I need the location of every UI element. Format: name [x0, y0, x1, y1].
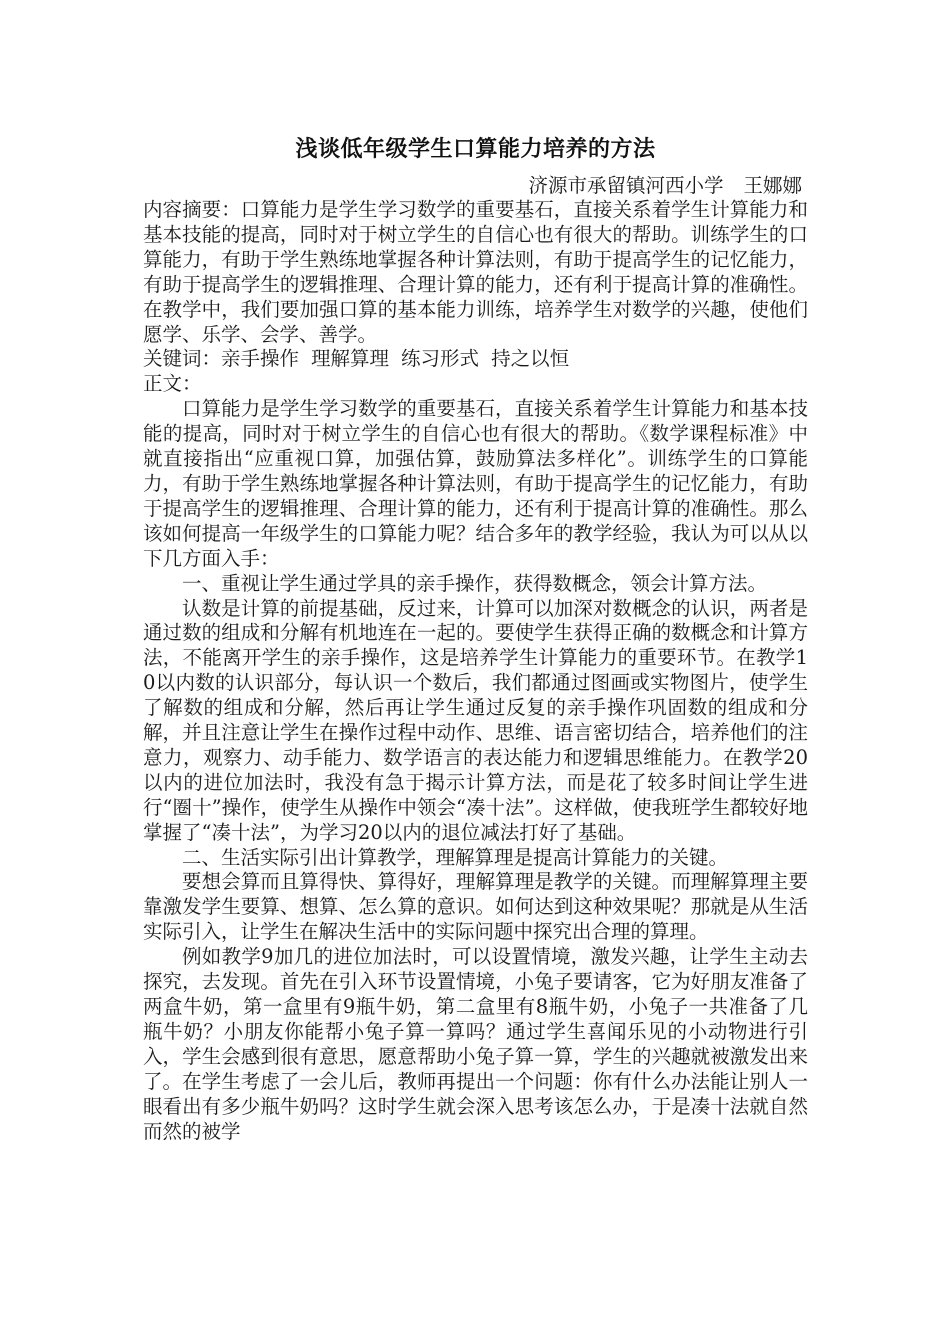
section-heading: 二、生活实际引出计算教学，理解算理是提高计算能力的关键。 [182, 845, 729, 869]
keyword-item: 理解算理 [311, 347, 390, 371]
body-paragraph: 要想会算而且算得快、算得好，理解算理是教学的关键。而理解算理主要靠激发学生要算、想算、怎么算的意识。如何达到这种效果呢？那就是从生活实际引入，让学生在解决生活中的实际问题中探究出合理的算理。 [143, 870, 808, 944]
keyword-item: 持之以恒 [491, 347, 570, 371]
keywords-label: 关键词： [143, 347, 222, 371]
body-paragraph: 例如教学9加几的进位加法时，可以设置情境，激发兴趣，让学生主动去探究，去发现。首先在引入环节设置情境，小兔子要请客，它为好朋友准备了两盒牛奶，第一盒里有9瓶牛奶，第二盒里有8瓶牛奶，小兔子一共准备了几瓶牛奶？小朋友你能帮小兔子算一算吗？通过学生喜闻乐见的小动物进行引入，学生会感到很有意思，愿意帮助小兔子算一算，学生的兴趣就被激发出来了。在学生考虑了一会儿后，教师再提出一个问题：你有什么办法能让别人一眼看出有多少瓶牛奶吗？这时学生就会深入思考该怎么办，于是凑十法就自然而然的被学 [143, 945, 808, 1143]
keyword-item: 练习形式 [401, 347, 480, 371]
document-title: 浅谈低年级学生口算能力培养的方法 [295, 137, 656, 162]
abstract: 内容摘要：口算能力是学生学习数学的重要基石，直接关系着学生计算能力和基本技能的提高，同时对于树立学生的自信心也有很大的帮助。训练学生的口算能力，有助于学生熟练地掌握各种计算法则，有助于提高学生的记忆能力，有助于提高学生的逻辑推理、合理计算的能力，还有利于提高计算的准确性。在教学中，我们要加强口算的基本能力训练，培养学生对数学的兴趣，使他们愿学、乐学、会学、善学。 [143, 198, 808, 346]
body-paragraph: 认数是计算的前提基础，反过来，计算可以加深对数概念的认识，两者是通过数的组成和分解有机地连在一起的。要使学生获得正确的数概念和计算方法，不能离开学生的亲手操作，这是培养学生计算能力的重要环节。在教学10以内数的认识部分，每认识一个数后，我们都通过图画或实物图片，使学生了解数的组成和分解，然后再让学生通过反复的亲手操作巩固数的组成和分解，并且注意让学生在操作过程中动作、思维、语言密切结合，培养他们的注意力，观察力、动手能力、数学语言的表达能力和逻辑思维能力。在教学20以内的进位加法时，我没有急于揭示计算方法，而是花了较多时间让学生进行“圈十”操作，使学生从操作中领会“凑十法”。这样做，使我班学生都较好地掌握了“凑十法”，为学习20以内的退位减法打好了基础。 [143, 596, 808, 844]
body-paragraph: 口算能力是学生学习数学的重要基石，直接关系着学生计算能力和基本技能的提高，同时对于树立学生的自信心也有很大的帮助。《数学课程标准》中就直接指出“应重视口算，加强估算，鼓励算法多样化”。训练学生的口算能力，有助于学生熟练地掌握各种计算法则，有助于提高学生的记忆能力，有助于提高学生的逻辑推理、合理计算的能力，还有利于提高计算的准确性。那么该如何提高一年级学生的口算能力呢？结合多年的教学经验，我认为可以从以下几方面入手： [143, 397, 808, 570]
author-name: 王娜娜 [743, 174, 802, 197]
author-school: 济源市承留镇河西小学 [528, 174, 724, 197]
document-page [143, 133, 808, 1144]
body-label: 正文： [143, 372, 202, 396]
section-heading: 一、重视让学生通过学具的亲手操作，获得数概念，领会计算方法。 [182, 571, 768, 595]
keywords [143, 347, 808, 372]
keyword-item: 亲手操作 [221, 347, 300, 371]
author-line [143, 173, 808, 198]
